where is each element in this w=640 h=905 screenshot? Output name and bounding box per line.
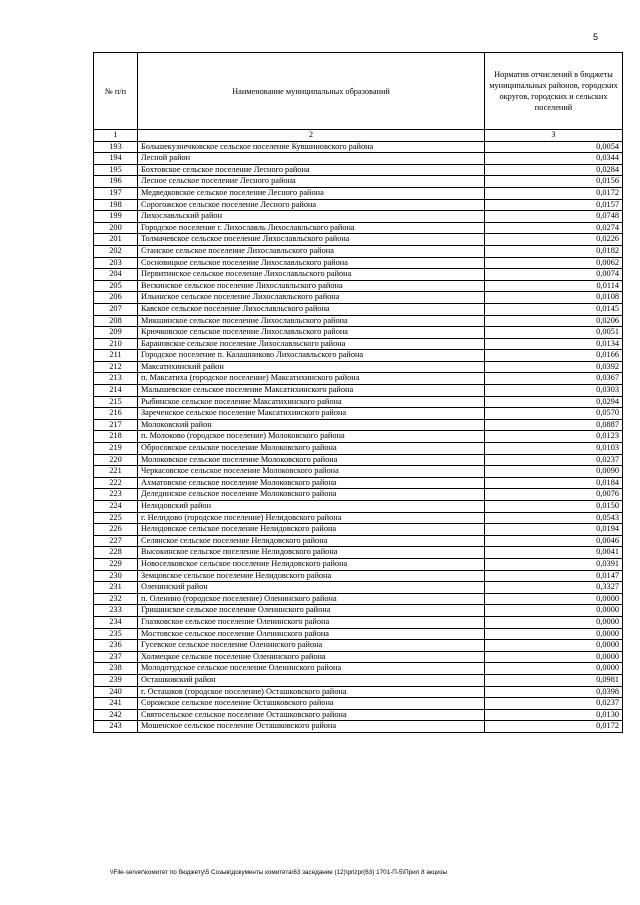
norm-value: 0,0543 — [485, 512, 623, 524]
table-row — [94, 303, 623, 315]
row-number: 204 — [94, 269, 138, 281]
municipality-name: Бохтовское сельское поселение Лесного района — [138, 164, 485, 176]
row-number: 242 — [94, 709, 138, 721]
table-row — [94, 547, 623, 559]
table-row — [94, 663, 623, 675]
norm-value: 0,0887 — [485, 419, 623, 431]
table-row — [94, 245, 623, 257]
row-number: 222 — [94, 477, 138, 489]
norm-value: 0,0570 — [485, 408, 623, 420]
file-path-footer: \\File-server\комитет по бюджету\5 Созыв\документы комитета\63 заседание (12)\prizpr(63) 1701-П-5\Прил 8 акцизы — [110, 869, 448, 876]
municipality-name: Глазковское сельское поселение Оленинского района — [138, 616, 485, 628]
row-number: 239 — [94, 674, 138, 686]
municipality-name: п. Оленино (городское поселение) Оленинского района — [138, 593, 485, 605]
row-number: 213 — [94, 373, 138, 385]
municipality-name: Лесной район — [138, 153, 485, 165]
table-row — [94, 686, 623, 698]
municipality-name: Станское сельское поселение Лихославльского района — [138, 245, 485, 257]
column-number-3: 3 — [485, 130, 623, 142]
municipality-name: Рыбинское сельское поселение Максатихинского района — [138, 396, 485, 408]
header-municipality-name: Наименование муниципальных образований — [138, 53, 485, 130]
municipality-name: Медведковское сельское поселение Лесного района — [138, 187, 485, 199]
row-number: 228 — [94, 547, 138, 559]
budget-norms-table — [93, 52, 623, 733]
norm-value: 0,0166 — [485, 350, 623, 362]
municipality-name: Холмецкое сельское поселение Оленинского района — [138, 651, 485, 663]
municipality-name: Лихославльский район — [138, 211, 485, 223]
norm-value: 0,0074 — [485, 269, 623, 281]
municipality-name: Молоковское сельское поселение Молоковского района — [138, 454, 485, 466]
norm-value: 0,0130 — [485, 709, 623, 721]
row-number: 230 — [94, 570, 138, 582]
table-body — [94, 141, 623, 732]
table-row — [94, 535, 623, 547]
norm-value: 0,0150 — [485, 501, 623, 513]
norm-value: 0,0398 — [485, 686, 623, 698]
norm-value: 0,0391 — [485, 558, 623, 570]
municipality-name: п. Максатиха (городское поселение) Максатихинского района — [138, 373, 485, 385]
table-row — [94, 570, 623, 582]
row-number: 206 — [94, 292, 138, 304]
norm-value: 0,0157 — [485, 199, 623, 211]
norm-value: 0,0000 — [485, 663, 623, 675]
norm-value: 0,0344 — [485, 153, 623, 165]
norm-value: 0,0000 — [485, 640, 623, 652]
table-row — [94, 327, 623, 339]
municipality-name: Сорогожское сельское поселение Лесного района — [138, 199, 485, 211]
municipality-name: г. Осташков (городское поселение) Осташковского района — [138, 686, 485, 698]
row-number: 231 — [94, 582, 138, 594]
row-number: 241 — [94, 698, 138, 710]
table-row — [94, 338, 623, 350]
table-row — [94, 280, 623, 292]
norm-value: 0,0206 — [485, 315, 623, 327]
municipality-name: Черкасовское сельское поселение Молоковского района — [138, 466, 485, 478]
norm-value: 0,0274 — [485, 222, 623, 234]
municipality-name: Селянское сельское поселение Нелидовского района — [138, 535, 485, 547]
table-row — [94, 489, 623, 501]
norm-value: 0,0237 — [485, 698, 623, 710]
municipality-name: Ахматовское сельское поселение Молоковского района — [138, 477, 485, 489]
municipality-name: Гусевское сельское поселение Оленинского района — [138, 640, 485, 652]
row-number: 214 — [94, 385, 138, 397]
table-row — [94, 454, 623, 466]
norm-value: 0,0054 — [485, 141, 623, 153]
table-row — [94, 593, 623, 605]
municipality-name: Осташковский район — [138, 674, 485, 686]
norm-value: 0,0000 — [485, 651, 623, 663]
row-number: 243 — [94, 721, 138, 733]
municipality-name: Первитинское сельское поселение Лихославльского района — [138, 269, 485, 281]
norm-value: 0,0182 — [485, 245, 623, 257]
municipality-name: Крючковское сельское поселение Лихославльского района — [138, 327, 485, 339]
table-row — [94, 292, 623, 304]
municipality-name: Ильинское сельское поселение Лихославльского района — [138, 292, 485, 304]
norm-value: 0,0123 — [485, 431, 623, 443]
row-number: 236 — [94, 640, 138, 652]
row-number: 217 — [94, 419, 138, 431]
norm-value: 0,0226 — [485, 234, 623, 246]
row-number: 198 — [94, 199, 138, 211]
municipality-name: Оленинский район — [138, 582, 485, 594]
table-row — [94, 709, 623, 721]
norm-value: 0,0108 — [485, 292, 623, 304]
municipality-name: Святосельское сельское поселение Осташковского района — [138, 709, 485, 721]
table-row — [94, 477, 623, 489]
norm-value: 0,0184 — [485, 477, 623, 489]
row-number: 215 — [94, 396, 138, 408]
table-row — [94, 640, 623, 652]
row-number: 196 — [94, 176, 138, 188]
municipality-name: Лесное сельское поселение Лесного района — [138, 176, 485, 188]
municipality-name: Сорожское сельское поселение Осташковского района — [138, 698, 485, 710]
table-header-row — [94, 53, 623, 130]
norm-value: 0,0147 — [485, 570, 623, 582]
row-number: 235 — [94, 628, 138, 640]
row-number: 237 — [94, 651, 138, 663]
municipality-name: Нелидовский район — [138, 501, 485, 513]
row-number: 232 — [94, 593, 138, 605]
norm-value: 0,0172 — [485, 187, 623, 199]
norm-value: 0,0392 — [485, 361, 623, 373]
norm-value: 0,0145 — [485, 303, 623, 315]
norm-value: 0,0076 — [485, 489, 623, 501]
row-number: 202 — [94, 245, 138, 257]
column-number-1: 1 — [94, 130, 138, 142]
row-number: 233 — [94, 605, 138, 617]
table-row — [94, 674, 623, 686]
municipality-name: Молоковский район — [138, 419, 485, 431]
norm-value: 0,0981 — [485, 674, 623, 686]
row-number: 223 — [94, 489, 138, 501]
table-row — [94, 176, 623, 188]
norm-value: 0,0090 — [485, 466, 623, 478]
row-number: 212 — [94, 361, 138, 373]
row-number: 218 — [94, 431, 138, 443]
municipality-name: Мостовское сельское поселение Оленинского района — [138, 628, 485, 640]
row-number: 219 — [94, 443, 138, 455]
row-number: 224 — [94, 501, 138, 513]
table-row — [94, 616, 623, 628]
table-row — [94, 164, 623, 176]
municipality-name: Городское поселение п. Калашниково Лихославльского района — [138, 350, 485, 362]
row-number: 227 — [94, 535, 138, 547]
norm-value: 0,0134 — [485, 338, 623, 350]
row-number: 240 — [94, 686, 138, 698]
row-number: 207 — [94, 303, 138, 315]
row-number: 226 — [94, 524, 138, 536]
row-number: 209 — [94, 327, 138, 339]
row-number: 210 — [94, 338, 138, 350]
table-row — [94, 651, 623, 663]
table-row — [94, 512, 623, 524]
norm-value: 0,0041 — [485, 547, 623, 559]
municipality-name: Максатихинский район — [138, 361, 485, 373]
table-row — [94, 222, 623, 234]
norm-value: 0,0062 — [485, 257, 623, 269]
page-number: 5 — [593, 32, 599, 42]
municipality-name: Барановское сельское поселение Лихославльского района — [138, 338, 485, 350]
norm-value: 0,0194 — [485, 524, 623, 536]
municipality-name: Большекузнечковское сельское поселение Кувшиновского района — [138, 141, 485, 153]
municipality-name: п. Молоково (городское поселение) Молоковского района — [138, 431, 485, 443]
norm-value: 0,0000 — [485, 616, 623, 628]
municipality-name: Зареченское сельское поселение Максатихинского района — [138, 408, 485, 420]
table-row — [94, 524, 623, 536]
table-row — [94, 234, 623, 246]
row-number: 199 — [94, 211, 138, 223]
row-number: 229 — [94, 558, 138, 570]
municipality-name: Сосновицкое сельское поселение Лихославльского района — [138, 257, 485, 269]
norm-value: 0,0172 — [485, 721, 623, 733]
table-row — [94, 466, 623, 478]
row-number: 216 — [94, 408, 138, 420]
table-row — [94, 211, 623, 223]
table-row — [94, 605, 623, 617]
norm-value: 0,0000 — [485, 628, 623, 640]
table-row — [94, 373, 623, 385]
table-row — [94, 443, 623, 455]
table-row — [94, 721, 623, 733]
table-row — [94, 501, 623, 513]
column-number-2: 2 — [138, 130, 485, 142]
norm-value: 0,0000 — [485, 593, 623, 605]
norm-value: 0,0156 — [485, 176, 623, 188]
norm-value: 0,0051 — [485, 327, 623, 339]
norm-value: 0,0284 — [485, 164, 623, 176]
table-row — [94, 385, 623, 397]
row-number: 205 — [94, 280, 138, 292]
row-number: 220 — [94, 454, 138, 466]
norm-value: 0,0114 — [485, 280, 623, 292]
table-row — [94, 257, 623, 269]
table-row — [94, 269, 623, 281]
municipality-name: Новоселковское сельское поселение Нелидовского района — [138, 558, 485, 570]
table-row — [94, 419, 623, 431]
norm-value: 0,0748 — [485, 211, 623, 223]
norm-value: 0,0103 — [485, 443, 623, 455]
row-number: 203 — [94, 257, 138, 269]
municipality-name: Нелидовское сельское поселение Нелидовского района — [138, 524, 485, 536]
row-number: 234 — [94, 616, 138, 628]
row-number: 211 — [94, 350, 138, 362]
row-number: 195 — [94, 164, 138, 176]
row-number: 201 — [94, 234, 138, 246]
norm-value: 0,0046 — [485, 535, 623, 547]
municipality-name: Гришинское сельское поселение Оленинского района — [138, 605, 485, 617]
table-row — [94, 408, 623, 420]
municipality-name: Делединское сельское поселение Молоковского района — [138, 489, 485, 501]
table-row — [94, 698, 623, 710]
row-number: 208 — [94, 315, 138, 327]
municipality-name: г. Нелидово (городское поселение) Нелидовского района — [138, 512, 485, 524]
table-row — [94, 558, 623, 570]
row-number: 238 — [94, 663, 138, 675]
table-row — [94, 199, 623, 211]
table-row — [94, 361, 623, 373]
row-number: 197 — [94, 187, 138, 199]
norm-value: 0,0294 — [485, 396, 623, 408]
municipality-name: Мошенское сельское поселение Осташковского района — [138, 721, 485, 733]
header-norm: Норматив отчислений в бюджеты муниципальных районов, городских округов, городских и сельских поселений — [485, 53, 623, 130]
table-row — [94, 431, 623, 443]
municipality-name: Городское поселение г. Лихославль Лихославльского района — [138, 222, 485, 234]
norm-value: 0,0237 — [485, 454, 623, 466]
norm-value: 0,0000 — [485, 605, 623, 617]
row-number: 221 — [94, 466, 138, 478]
municipality-name: Земцовское сельское поселение Нелидовского района — [138, 570, 485, 582]
table-row — [94, 582, 623, 594]
table-row — [94, 187, 623, 199]
municipality-name: Обросовское сельское поселение Молоковского района — [138, 443, 485, 455]
municipality-name: Микшинское сельское поселение Лихославльского района — [138, 315, 485, 327]
table-row — [94, 153, 623, 165]
column-number-row — [94, 130, 623, 142]
row-number: 194 — [94, 153, 138, 165]
municipality-name: Толмачевское сельское поселение Лихославльского района — [138, 234, 485, 246]
table-row — [94, 315, 623, 327]
municipality-name: Малышевское сельское поселение Максатихинского района — [138, 385, 485, 397]
table-row — [94, 350, 623, 362]
row-number: 193 — [94, 141, 138, 153]
norm-value: 0,0303 — [485, 385, 623, 397]
norm-value: 0,0367 — [485, 373, 623, 385]
municipality-name: Молодотудское сельское поселение Оленинского района — [138, 663, 485, 675]
row-number: 225 — [94, 512, 138, 524]
municipality-name: Кавское сельское поселение Лихославльского района — [138, 303, 485, 315]
municipality-name: Вескинское сельское поселение Лихославльского района — [138, 280, 485, 292]
table-row — [94, 628, 623, 640]
table-row — [94, 396, 623, 408]
row-number: 200 — [94, 222, 138, 234]
norm-value: 0,3327 — [485, 582, 623, 594]
header-number: № п/п — [94, 53, 138, 130]
table-row — [94, 141, 623, 153]
municipality-name: Высокинское сельское поселение Нелидовского района — [138, 547, 485, 559]
